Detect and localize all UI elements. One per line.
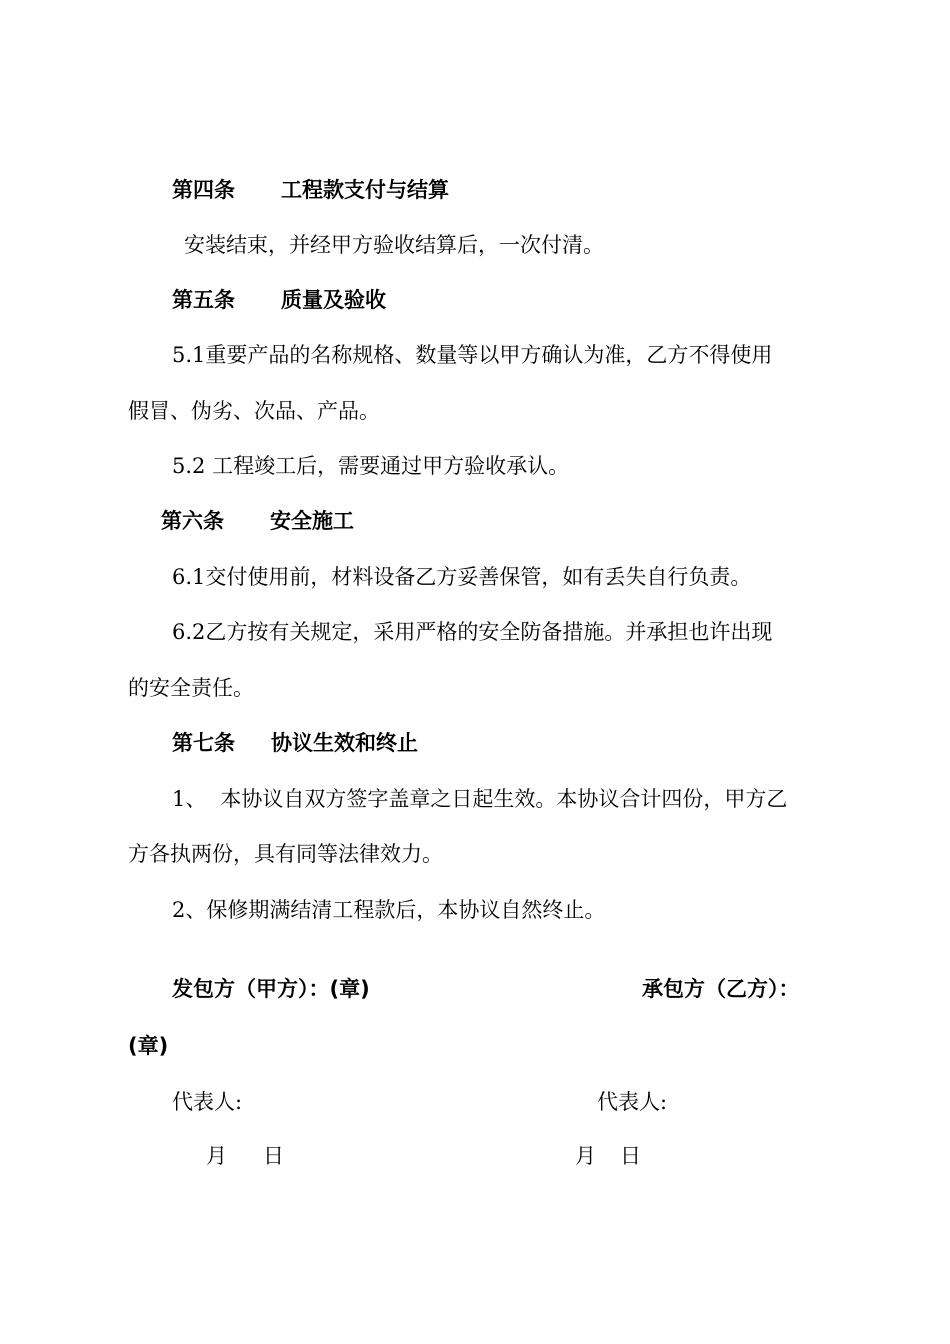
- article-6-number: 第六条: [161, 509, 224, 533]
- party-b-seal: (章): [128, 1034, 169, 1058]
- party-b-month: 月: [575, 1144, 596, 1168]
- article-4-title: 工程款支付与结算: [281, 178, 449, 202]
- article-7-heading: [172, 729, 418, 757]
- party-a-date: [206, 1142, 284, 1170]
- article-5-clause-2: 5.2 工程竣工后，需要通过甲方验收承认。: [172, 454, 570, 478]
- party-b-label: 承包方（乙方）：: [642, 977, 800, 1001]
- party-b-date: [575, 1142, 641, 1170]
- party-a-representative: 代表人:: [172, 1090, 243, 1114]
- article-7-clause-1-line-2: 方各执两份，具有同等法律效力。: [128, 842, 443, 866]
- article-4-body: 安装结束，并经甲方验收结算后，一次付清。: [184, 233, 604, 257]
- article-6-clause-2-line-2: 的安全责任。: [128, 676, 254, 700]
- party-a-label: 发包方（甲方）：(章): [172, 977, 370, 1001]
- article-6-clause-1: 6.1交付使用前，材料设备乙方妥善保管，如有丢失自行负责。: [172, 565, 752, 589]
- article-7-title: 协议生效和终止: [271, 731, 418, 755]
- article-7-clause-2: 2、保修期满结清工程款后，本协议自然终止。: [172, 898, 606, 922]
- article-5-clause-1-line-1: 5.1重要产品的名称规格、数量等以甲方确认为准，乙方不得使用: [172, 343, 773, 367]
- article-7-clause-1-marker: 1、: [172, 787, 207, 811]
- party-b-day: 日: [620, 1144, 641, 1168]
- article-6-clause-2-line-1: 6.2乙方按有关规定，采用严格的安全防备措施。并承担也许出现: [172, 620, 773, 644]
- party-a-month: 月: [206, 1144, 227, 1168]
- article-5-title: 质量及验收: [281, 288, 386, 312]
- article-5-clause-1-line-2: 假冒、伪劣、次品、产品。: [128, 399, 380, 423]
- article-7-clause-1-text: 本协议自双方签字盖章之日起生效。本协议合计四份，甲方乙: [220, 787, 788, 811]
- article-6-title: 安全施工: [270, 509, 354, 533]
- article-7-clause-1-line-1: [172, 785, 787, 813]
- party-a-day: 日: [263, 1144, 284, 1168]
- article-4-number: 第四条: [172, 178, 235, 202]
- article-5-heading: [172, 286, 386, 314]
- article-5-number: 第五条: [172, 288, 235, 312]
- party-b-representative: 代表人:: [597, 1090, 668, 1114]
- article-6-heading: [161, 507, 354, 535]
- article-7-number: 第七条: [172, 731, 235, 755]
- article-4-heading: [172, 176, 449, 204]
